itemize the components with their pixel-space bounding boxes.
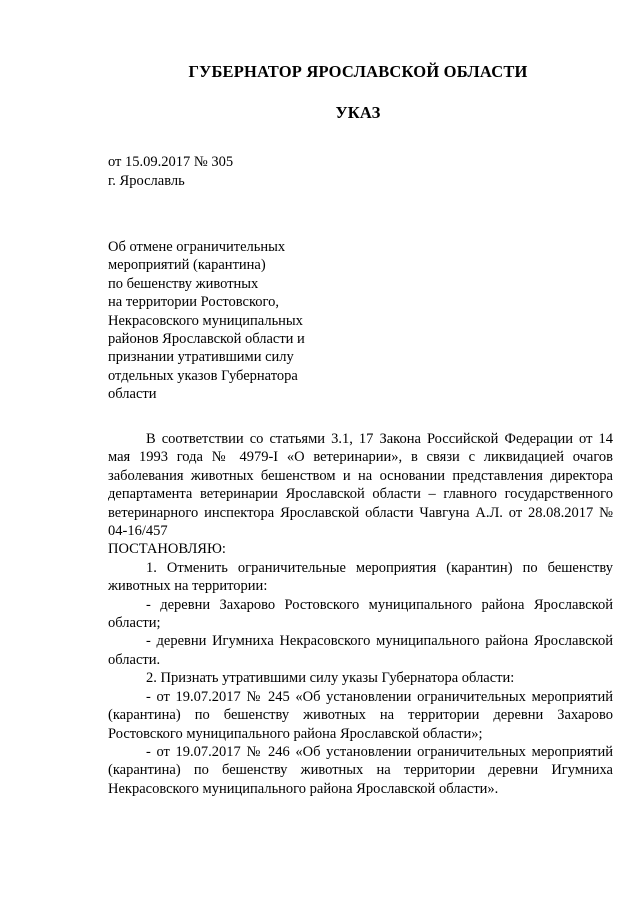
item-2-a: - от 19.07.2017 № 245 «Об установлении ограничительных мероприятий (карантина) по бешенству животных на территории деревни Захарово Ростовского муниципального района Ярославской области»; [108,688,613,742]
document-type: УКАЗ [335,103,381,122]
preamble-paragraph: В соответствии со статьями 3.1, 17 Закона Российской Федерации от 14 мая 1993 года № 4979-I «О ветеринарии», в связи с ликвидацией очагов заболевания животных бешенством и на основании представления директора департамента ветеринарии Ярославской области – главного государственного ветеринарного инспектора Ярославской области Чавгуна А.Л. от 28.08.2017 № 04-16/457 [108,431,613,540]
subject-line: Об отмене ограничительных [108,239,286,255]
subject-line: районов Ярославской области и [108,331,305,348]
subject-line: по бешенству животных [108,275,259,292]
decree-word: ПОСТАНОВЛЯЮ: [108,541,226,558]
city: г. Ярославль [108,173,185,189]
document-body [108,430,613,798]
item-1-b: - деревни Игумниха Некрасовского муниципального района Ярославской области. [108,633,613,668]
item-2-b: - от 19.07.2017 № 246 «Об установлении ограничительных мероприятий (карантина) по бешенству животных на территории деревни Игумниха Некрасовского муниципального района Ярославской области». [108,743,613,797]
subject-line: области [108,386,157,403]
item-1: 1. Отменить ограничительные мероприятия (карантин) по бешенству животных на территории: [108,559,613,595]
subject-line: на территории Ростовского, [108,294,280,311]
item-2: 2. Признать утратившими силу указы Губернатора области: [146,670,515,687]
subject-line: мероприятий (карантина) [108,257,266,274]
subject-line: признании утратившими силу [108,349,294,366]
document-subject [108,238,338,404]
subject-line: отдельных указов Губернатора [108,367,298,384]
subject-line: Некрасовского муниципальных [108,312,303,329]
date-number: от 15.09.2017 № 305 [108,154,234,170]
authority-title: ГУБЕРНАТОР ЯРОСЛАВСКОЙ ОБЛАСТИ [188,62,528,81]
item-1-a: - деревни Захарово Ростовского муниципального района Ярославской области; [108,596,613,632]
